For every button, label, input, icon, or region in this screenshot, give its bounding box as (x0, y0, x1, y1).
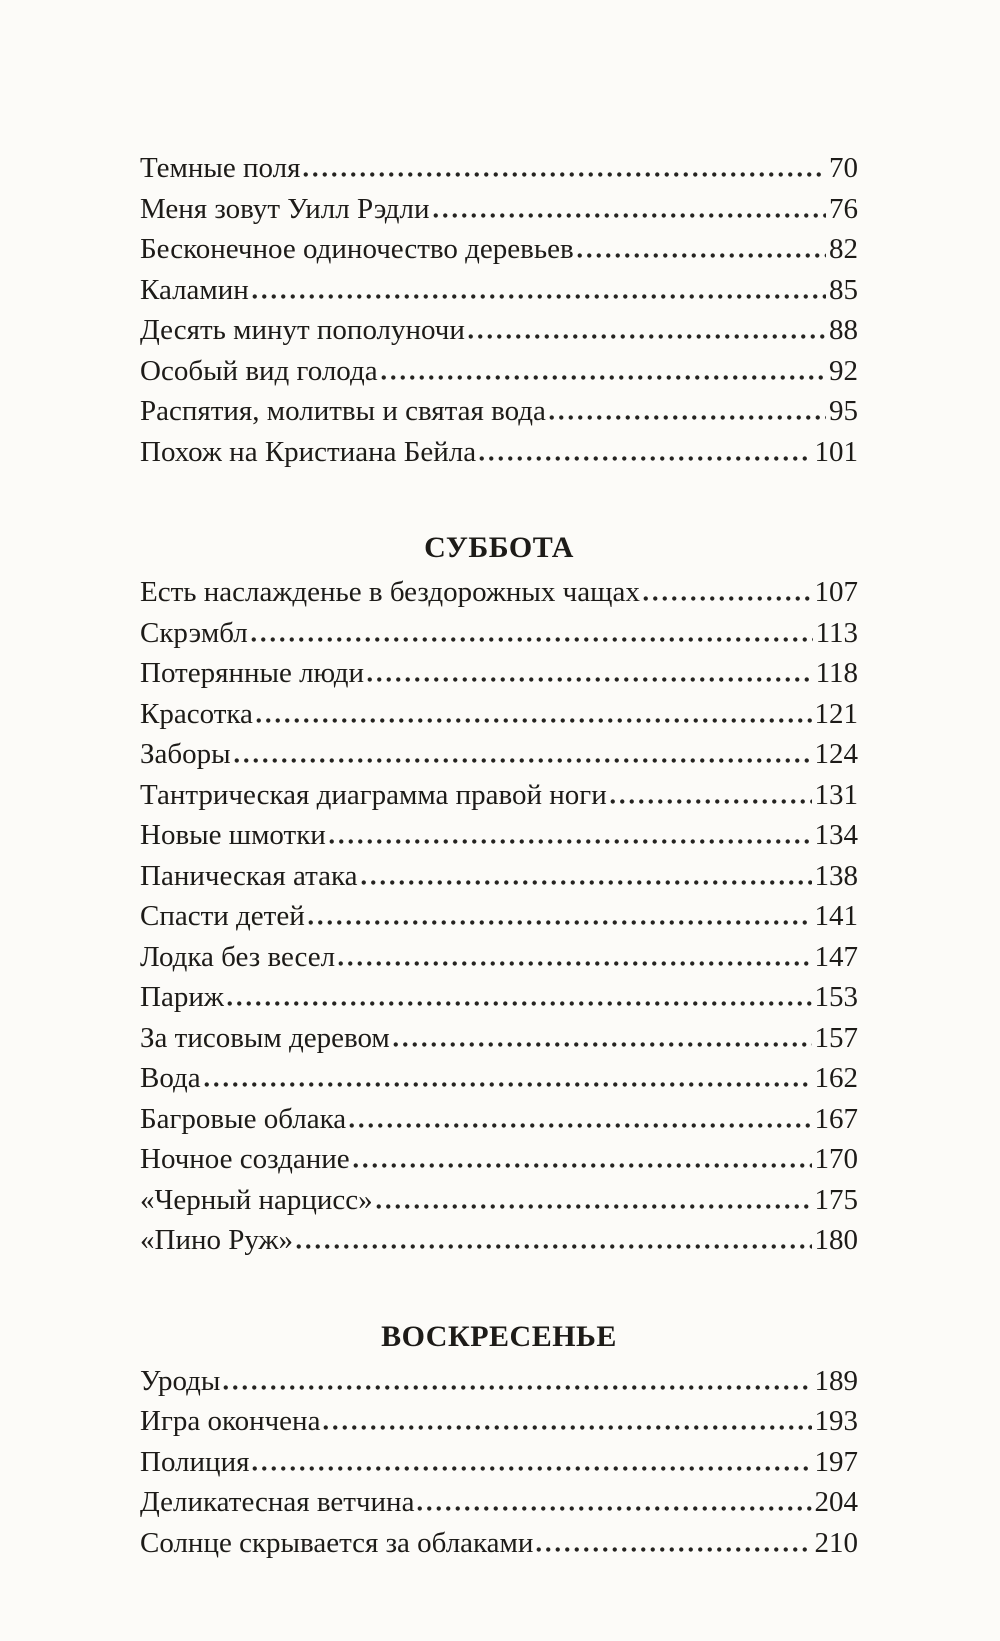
toc-entry (140, 229, 858, 270)
toc-entry-page-number: 121 (814, 697, 858, 730)
toc-entry-page-number: 180 (814, 1224, 858, 1256)
dot-leader (221, 1385, 811, 1390)
toc-section (140, 528, 858, 1261)
toc-entry-page-number: 134 (814, 819, 858, 851)
toc-entry (140, 1099, 858, 1140)
dot-leader (534, 1547, 811, 1552)
toc-section (140, 1317, 858, 1564)
toc-entry (140, 977, 858, 1018)
toc-entry-title: Тантрическая диаграмма правой ноги (140, 778, 607, 811)
toc-entry-title: Каламин (140, 273, 249, 306)
toc-entry (140, 1058, 858, 1099)
toc-entry (140, 896, 858, 937)
toc-entry-page-number: 167 (814, 1102, 858, 1135)
toc-entry-page-number: 147 (814, 940, 858, 973)
dot-leader (249, 637, 813, 642)
toc-entry (140, 856, 858, 897)
dot-leader (321, 1425, 811, 1430)
toc-entry (140, 653, 858, 694)
toc-entry-title: Игра окончена (140, 1405, 321, 1437)
toc-entry-page-number: 95 (829, 395, 858, 427)
toc-entry-title: Париж (140, 981, 224, 1013)
dot-leader (641, 596, 812, 601)
toc-entry (140, 937, 858, 978)
dot-leader (202, 1082, 812, 1087)
toc-entry (140, 310, 858, 351)
toc-entry-title: Распятия, молитвы и святая вода (140, 395, 546, 427)
toc-entry (140, 148, 858, 189)
toc-entry-title: Есть наслажденье в бездорожных чащах (140, 576, 640, 608)
toc-entry (140, 1139, 858, 1180)
dot-leader (374, 1204, 812, 1209)
dot-leader (347, 1123, 811, 1128)
toc-entry-page-number: 153 (814, 981, 858, 1013)
toc-entry-title: Скрэмбл (140, 616, 248, 649)
toc-entry (140, 1523, 858, 1564)
toc-entry-title: Багровые облака (140, 1102, 347, 1135)
dot-leader (575, 253, 826, 258)
toc-entry (140, 815, 858, 856)
toc-entry-title: Вода (140, 1062, 201, 1094)
toc-entry (140, 1361, 858, 1402)
toc-entry-title: Полиция (140, 1445, 250, 1478)
dot-leader (391, 1042, 812, 1047)
toc-entry-title: Похож на Кристиана Бейла (140, 435, 477, 468)
toc-entry (140, 734, 858, 775)
toc-entry-title: Деликатесная ветчина (140, 1486, 415, 1518)
dot-leader (608, 799, 812, 804)
toc-entry-title: Спасти детей (140, 900, 305, 932)
toc-entry-page-number: 170 (814, 1143, 858, 1175)
toc-entry-title: Потерянные люди (140, 657, 365, 689)
toc-entry (140, 694, 858, 735)
toc-entry-page-number: 204 (814, 1486, 858, 1518)
dot-leader (415, 1506, 811, 1511)
toc-entry-title: «Пино Руж» (140, 1224, 294, 1256)
dot-leader (225, 1001, 812, 1006)
dot-leader (250, 294, 826, 299)
toc-entry-page-number: 101 (814, 435, 858, 468)
dot-leader (254, 718, 812, 723)
toc-entry-page-number: 210 (814, 1526, 858, 1559)
dot-leader (477, 456, 811, 461)
dot-leader (379, 375, 826, 380)
toc-entry (140, 1220, 858, 1261)
toc-entry (140, 1018, 858, 1059)
dot-leader (351, 1163, 812, 1168)
toc-entry-title: Меня зовут Уилл Рэдли (140, 192, 430, 225)
toc-entry-page-number: 193 (814, 1405, 858, 1437)
toc-entry-page-number: 82 (829, 233, 858, 265)
toc-entry-page-number: 85 (829, 273, 858, 306)
toc-entry-title: Особый вид голода (140, 354, 378, 387)
toc-entry-page-number: 76 (829, 192, 858, 225)
toc-entry-title: Десять минут пополуночи (140, 314, 465, 346)
dot-leader (306, 920, 812, 925)
toc-entry (140, 391, 858, 432)
toc-entry-page-number: 88 (829, 314, 858, 346)
toc-entry (140, 1482, 858, 1523)
toc-entry-page-number: 113 (815, 616, 858, 649)
toc-entry-title: Бесконечное одиночество деревьев (140, 233, 574, 265)
toc-entry-page-number: 138 (814, 859, 858, 892)
toc-entry-page-number: 157 (814, 1021, 858, 1054)
dot-leader (431, 213, 826, 218)
toc-entry-title: Красотка (140, 697, 253, 730)
toc-entry-title: Паническая атака (140, 859, 358, 892)
toc-entry-page-number: 107 (814, 576, 858, 608)
toc-entry-title: Лодка без весел (140, 940, 336, 973)
toc-entry (140, 1180, 858, 1221)
toc-entry-title: Солнце скрывается за облаками (140, 1526, 534, 1559)
toc-entry-title: «Черный нарцисс» (140, 1183, 373, 1216)
toc-entry (140, 189, 858, 230)
toc-entry-page-number: 92 (829, 354, 858, 387)
toc-entry-title: Уроды (140, 1364, 221, 1397)
toc-entry (140, 351, 858, 392)
toc-entry-page-number: 141 (814, 900, 858, 932)
dot-leader (301, 172, 826, 177)
toc-entry-title: Заборы (140, 738, 231, 770)
toc-entry (140, 613, 858, 654)
dot-leader (547, 415, 826, 420)
toc-entry-title: Ночное создание (140, 1143, 350, 1175)
toc-entry-page-number: 189 (814, 1364, 858, 1397)
toc-entry-page-number: 175 (814, 1183, 858, 1216)
toc-section (140, 148, 858, 472)
toc-entry-page-number: 197 (814, 1445, 858, 1478)
toc-entry (140, 1401, 858, 1442)
toc-entry (140, 270, 858, 311)
dot-leader (365, 677, 813, 682)
table-of-contents (140, 148, 858, 1563)
dot-leader (359, 880, 812, 885)
toc-entry-page-number: 124 (814, 738, 858, 770)
toc-entry-title: Новые шмотки (140, 819, 326, 851)
toc-entry-page-number: 162 (814, 1062, 858, 1094)
toc-entry-title: За тисовым деревом (140, 1021, 390, 1054)
dot-leader (466, 334, 826, 339)
section-heading: СУББОТА (424, 531, 574, 564)
dot-leader (294, 1244, 811, 1249)
section-heading: ВОСКРЕСЕНЬЕ (381, 1319, 617, 1353)
toc-entry-page-number: 70 (829, 152, 858, 184)
toc-entry-title: Темные поля (140, 152, 301, 184)
dot-leader (250, 1466, 811, 1471)
toc-entry (140, 1442, 858, 1483)
toc-entry-page-number: 131 (814, 778, 858, 811)
dot-leader (336, 961, 811, 966)
dot-leader (327, 839, 812, 844)
toc-entry (140, 572, 858, 613)
dot-leader (232, 758, 812, 763)
toc-entry (140, 775, 858, 816)
toc-entry (140, 432, 858, 473)
toc-entry-page-number: 118 (815, 657, 858, 689)
